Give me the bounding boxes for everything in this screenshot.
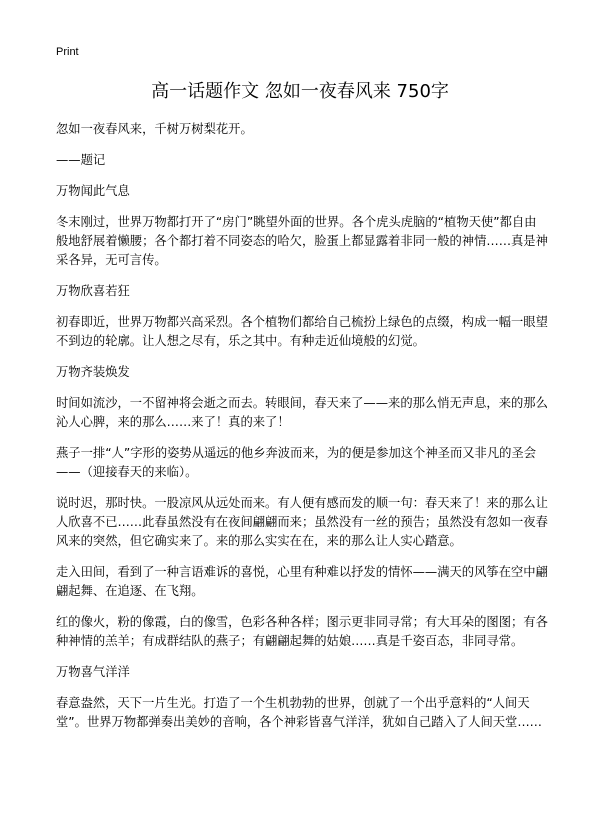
paragraph: 时间如流沙，一不留神将会逝之而去。转眼间，春天来了——来的那么悄无声息，来的那么沁人心脾，来的那么……来了！真的来了！: [56, 396, 548, 429]
paragraph: ——题记: [56, 153, 106, 167]
paragraph: 燕子一排“人”字形的姿势从遥远的他乡奔波而来，为的便是参加这个神圣而又非凡的圣会——（迎接春天的来临）。: [56, 446, 537, 479]
paragraph: 冬末刚过，世界万物都打开了“房门”眺望外面的世界。各个虎头虎脑的“植物天使”都自由般地舒展着懒腰；各个都打着不同姿态的哈欠，脸蛋上都显露着非同一般的神情……真是神采各异，无可言传。: [56, 215, 548, 267]
paragraph: 走入田间，看到了一种言语难诉的喜悦，心里有种难以抒发的情怀——满天的风筝在空中翩翩起舞、在追逐、在飞翔。: [56, 565, 548, 598]
paragraph: 说时迟，那时快。一股凉风从远处而来。有人便有感而发的顺一句：春天来了！来的那么让人欣喜不已……此春虽然没有在夜间翩翩而来；虽然没有一丝的预告；虽然没有忽如一夜春风来的突然，但它确实来了。来的那么实实在在，来的那么让人实心踏意。: [56, 496, 548, 548]
paragraph: 春意盎然，天下一片生光。打造了一个生机勃勃的世界，创就了一个出乎意料的“人间天堂”。世界万物都弹奏出美妙的音响，各个神彩皆喜气洋洋，犹如自己踏入了人间天堂……: [56, 696, 542, 729]
article-body: [56, 120, 548, 732]
paragraph: 初春即近，世界万物都兴高采烈。各个植物们都给自己梳扮上绿色的点缀，构成一幅一眼望不到边的轮廓。让人想之尽有，乐之其中。有种走近仙境般的幻觉。: [56, 315, 548, 348]
paragraph: 万物欣喜若狂: [56, 284, 130, 298]
article-title: 高一话题作文 忽如一夜春风来 750字: [151, 81, 449, 102]
paragraph: 万物喜气洋洋: [56, 665, 130, 679]
paragraph: 万物齐装焕发: [56, 365, 130, 379]
print-link[interactable]: Print: [56, 46, 79, 58]
paragraph: 红的像火，粉的像霞，白的像雪，色彩各种各样；图示更非同寻常；有大耳朵的图图；有各种神情的羔羊；有成群结队的燕子；有翩翩起舞的姑娘……真是千姿百态，非同寻常。: [56, 615, 548, 648]
paragraph: 忽如一夜春风来，千树万树梨花开。: [56, 122, 253, 136]
paragraph: 万物闻此气息: [56, 184, 130, 198]
